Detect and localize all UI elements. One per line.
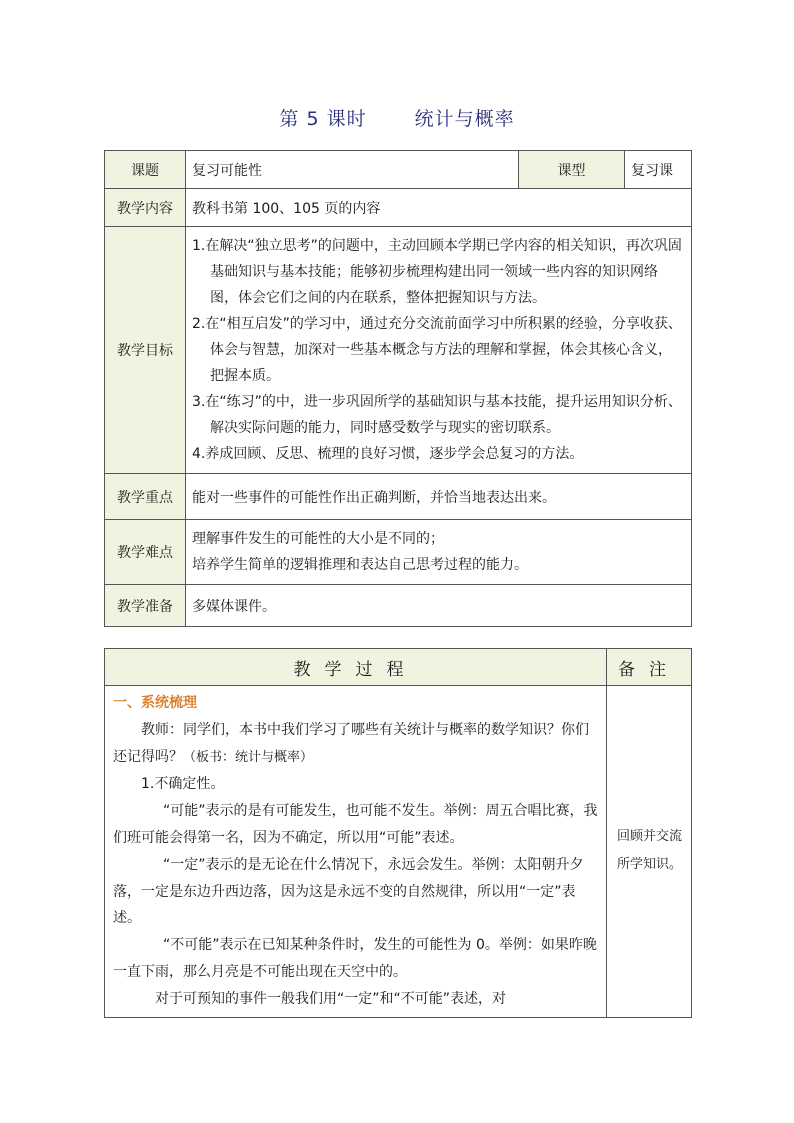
board-note: （板书：统计与概率） <box>183 749 314 765</box>
topic-value: 复习可能性 <box>186 151 519 189</box>
objectives-row <box>105 227 692 474</box>
objectives-label: 教学目标 <box>105 227 186 474</box>
type-value: 复习课 <box>625 151 692 189</box>
paragraph: 1.不确定性。 <box>141 776 225 793</box>
objective-item: 4.养成回顾、反思、梳理的良好习惯，逐步学会总复习的方法。 <box>192 446 584 462</box>
difficulty-row <box>105 520 692 585</box>
paragraph: “一定”表示的是无论在什么情况下，永远会发生。举例：太阳朝升夕落，一定是东边升西边落，因为这是永远不变的自然规律，所以用“一定”表述。 <box>113 856 584 927</box>
objective-item: 2.在“相互启发”的学习中，通过充分交流前面学习中所积累的经验，分享收获、体会与智慧，加深对一些基本概念与方法的理解和掌握，体会其核心含义，把握本质。 <box>192 316 682 384</box>
page-title <box>0 104 794 131</box>
prep-row <box>105 585 692 627</box>
process-note: 回顾并交流所学知识。 <box>607 686 692 1018</box>
process-header-row <box>105 649 692 686</box>
process-body-row <box>105 686 692 1018</box>
paragraph <box>113 717 598 772</box>
lesson-number: 第 5 课时 <box>279 108 367 130</box>
type-label: 课型 <box>519 151 625 189</box>
difficulty-label: 教学难点 <box>105 520 186 585</box>
key-label: 教学重点 <box>105 474 186 520</box>
content-label: 教学内容 <box>105 189 186 227</box>
content-value: 教科书第 100、105 页的内容 <box>186 189 692 227</box>
difficulty-value <box>186 520 692 585</box>
lesson-title: 统计与概率 <box>414 108 515 130</box>
paragraph: “不可能”表示在已知某种条件时，发生的可能性为 0。举例：如果昨晚一直下雨，那么月亮是不可能出现在天空中的。 <box>113 937 597 980</box>
objective-item: 1.在解决“独立思考”的问题中，主动回顾本学期已学内容的相关知识，再次巩固基础知识与基本技能；能够初步梳理构建出同一领域一些内容的知识网络图，体会它们之间的内在联系，整体把握知识与方法。 <box>192 238 682 306</box>
note-header: 备注 <box>607 649 692 686</box>
topic-row <box>105 151 692 189</box>
process-content <box>105 686 607 1018</box>
objectives-list <box>186 227 692 474</box>
section-heading: 一、系统梳理 <box>113 695 197 711</box>
lesson-info-table <box>104 150 692 627</box>
key-row <box>105 474 692 520</box>
difficulty-line: 培养学生简单的逻辑推理和表达自己思考过程的能力。 <box>192 557 528 573</box>
content-row <box>105 189 692 227</box>
paragraph-text: 教师：同学们，本书中我们学习了哪些有关统计与概率的数学知识？你们还记得吗？ <box>113 721 589 765</box>
paragraph: “可能”表示的是有可能发生，也可能不发生。举例：周五合唱比赛，我们班可能会得第一名，因为不确定，所以用“可能”表述。 <box>113 803 598 846</box>
topic-label: 课题 <box>105 151 186 189</box>
prep-value: 多媒体课件。 <box>186 585 692 627</box>
key-value: 能对一些事件的可能性作出正确判断，并恰当地表达出来。 <box>186 474 692 520</box>
teaching-process-table <box>104 648 692 1018</box>
difficulty-line: 理解事件发生的可能性的大小是不同的； <box>192 531 444 547</box>
objective-item: 3.在“练习”的中，进一步巩固所学的基础知识与基本技能，提升运用知识分析、解决实际问题的能力，同时感受数学与现实的密切联系。 <box>192 394 682 436</box>
prep-label: 教学准备 <box>105 585 186 627</box>
paragraph: 对于可预知的事件一般我们用“一定”和“不可能”表述，对 <box>155 990 507 1007</box>
process-header: 教学过程 <box>105 649 607 686</box>
